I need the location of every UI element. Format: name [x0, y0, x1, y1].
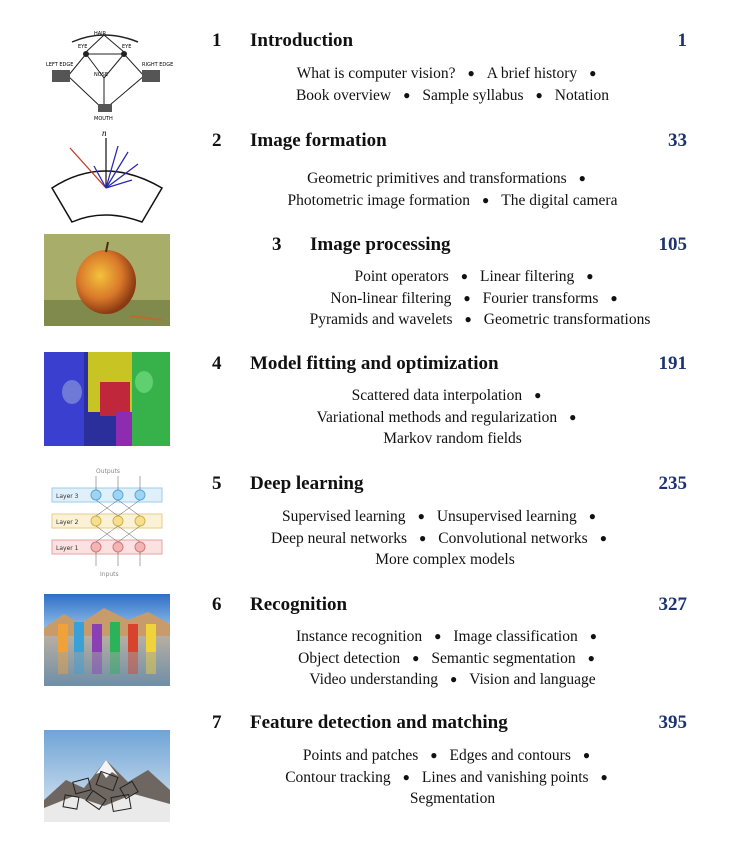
bullet-separator: ● [449, 672, 458, 686]
topic-item[interactable]: Supervised learning [282, 508, 406, 525]
chapter-title[interactable]: Recognition [250, 594, 348, 615]
normal-label: n [102, 128, 107, 138]
chapter-page-number[interactable]: 105 [658, 234, 687, 255]
topic-item[interactable]: Point operators [354, 268, 449, 285]
surface-normal-icon [44, 126, 170, 224]
bullet-separator: ● [534, 388, 542, 402]
chapter-page-number[interactable]: 33 [668, 130, 687, 151]
bullet-separator: ● [403, 87, 411, 102]
bullet-separator: ● [578, 171, 586, 185]
bullet-separator: ● [599, 530, 607, 545]
face-label-right-edge: RIGHT EDGE [142, 62, 174, 68]
layer-1-label: Layer 1 [56, 545, 79, 552]
network-inputs-label: Inputs [100, 571, 119, 578]
topic-list [240, 266, 720, 331]
topic-item[interactable]: Semantic segmentation [431, 649, 576, 667]
bullet-separator: ● [587, 650, 595, 665]
mountain-features-photo-icon [44, 730, 170, 822]
topic-item[interactable]: Instance recognition [296, 628, 423, 645]
bullet-separator: ● [460, 269, 469, 283]
bullet-separator: ● [569, 409, 577, 424]
bullet-separator: ● [482, 192, 490, 207]
topic-item[interactable]: Convolutional networks [438, 529, 588, 547]
chapter-number: 5 [212, 473, 222, 494]
face-diagram-icon [44, 26, 174, 122]
chapter-title[interactable]: Feature detection and matching [250, 712, 508, 733]
bullet-separator: ● [586, 269, 594, 283]
face-label-eye-right: EYE [122, 44, 132, 50]
topic-item[interactable]: Variational methods and regularization [316, 408, 558, 426]
topic-item[interactable]: More complex models [375, 551, 515, 568]
topic-list [210, 506, 680, 571]
topic-item[interactable]: Book overview [295, 86, 392, 104]
bullet-separator: ● [535, 87, 543, 102]
bullet-separator: ● [610, 290, 618, 305]
chapter-number: 3 [272, 234, 282, 255]
face-label-nose: NOSE [94, 72, 109, 78]
topic-list [230, 745, 675, 810]
chapter-number: 7 [212, 712, 222, 733]
bullet-separator: ● [402, 769, 410, 784]
bullet-separator: ● [463, 290, 471, 305]
topic-list [230, 63, 675, 106]
network-outputs-label: Outputs [96, 468, 120, 475]
bullet-separator: ● [588, 509, 596, 523]
neural-network-diagram-icon [44, 466, 170, 578]
topic-item[interactable]: Photometric image formation [287, 191, 471, 209]
layer-2-label: Layer 2 [56, 519, 79, 526]
topic-item[interactable]: Contour tracking [285, 768, 391, 786]
bullet-separator: ● [589, 629, 597, 643]
chapter-title[interactable]: Image processing [310, 234, 451, 255]
face-label-left-edge: LEFT EDGE [46, 62, 74, 68]
bullet-separator: ● [434, 629, 442, 643]
bullet-separator: ● [467, 66, 475, 80]
topic-item[interactable]: Linear filtering [480, 268, 575, 285]
bullet-separator: ● [430, 748, 438, 762]
topic-item[interactable]: Deep neural networks [271, 529, 408, 547]
topic-item[interactable]: Pyramids and wavelets [309, 311, 453, 328]
chapter-title[interactable]: Introduction [250, 30, 354, 51]
topic-item[interactable]: Geometric transformations [483, 311, 651, 328]
topic-list [230, 168, 675, 211]
segmentation-photo-icon [44, 352, 170, 446]
topic-list [230, 385, 675, 450]
chapter-title[interactable]: Deep learning [250, 473, 364, 494]
layer-3-label: Layer 3 [56, 493, 79, 500]
chapter-number: 2 [212, 130, 222, 151]
chapter-page-number[interactable]: 327 [658, 594, 687, 615]
topic-item[interactable]: Video understanding [309, 671, 438, 688]
topic-item[interactable]: Points and patches [302, 747, 419, 764]
bullet-separator: ● [464, 312, 472, 326]
chapter-title[interactable]: Model fitting and optimization [250, 353, 499, 374]
topic-item[interactable]: Unsupervised learning [436, 508, 577, 525]
chapter-title[interactable]: Image formation [250, 130, 387, 151]
bullet-separator: ● [412, 650, 420, 665]
chapter-page-number[interactable]: 235 [658, 473, 687, 494]
bullet-separator: ● [600, 769, 608, 784]
topic-item[interactable]: Markov random fields [383, 430, 522, 447]
topic-item[interactable]: Segmentation [409, 790, 496, 807]
topic-item[interactable]: Sample syllabus [422, 86, 524, 104]
topic-item[interactable]: Scattered data interpolation [351, 387, 523, 404]
topic-item[interactable]: What is computer vision? [296, 65, 456, 82]
topic-item[interactable]: Notation [554, 86, 610, 104]
face-label-hair: HAIR [94, 31, 107, 37]
topic-item[interactable]: The digital camera [501, 191, 618, 209]
topic-item[interactable]: Non-linear filtering [330, 289, 452, 307]
chapter-number: 4 [212, 353, 222, 374]
chapter-number: 6 [212, 594, 222, 615]
topic-item[interactable]: Lines and vanishing points [421, 768, 589, 786]
topic-list [230, 626, 675, 691]
chapter-number: 1 [212, 30, 222, 51]
beach-photo-icon [44, 594, 170, 686]
topic-item[interactable]: Geometric primitives and transformations [307, 170, 567, 187]
topic-item[interactable]: Image classification [453, 628, 578, 645]
chapter-page-number[interactable]: 395 [658, 712, 687, 733]
bullet-separator: ● [582, 748, 591, 762]
face-label-eye-left: EYE [78, 44, 88, 50]
bullet-separator: ● [419, 530, 427, 545]
topic-item[interactable]: Edges and contours [449, 747, 571, 764]
chapter-page-number[interactable]: 191 [658, 353, 687, 374]
topic-item[interactable]: Object detection [298, 649, 401, 667]
bullet-separator: ● [589, 66, 597, 80]
topic-item[interactable]: Vision and language [469, 671, 596, 688]
apple-photo-icon [44, 234, 170, 326]
topic-item[interactable]: Fourier transforms [482, 289, 599, 307]
chapter-page-number[interactable]: 1 [677, 30, 687, 51]
bullet-separator: ● [417, 509, 425, 523]
topic-item[interactable]: A brief history [486, 65, 578, 82]
face-label-mouth: MOUTH [94, 116, 113, 122]
